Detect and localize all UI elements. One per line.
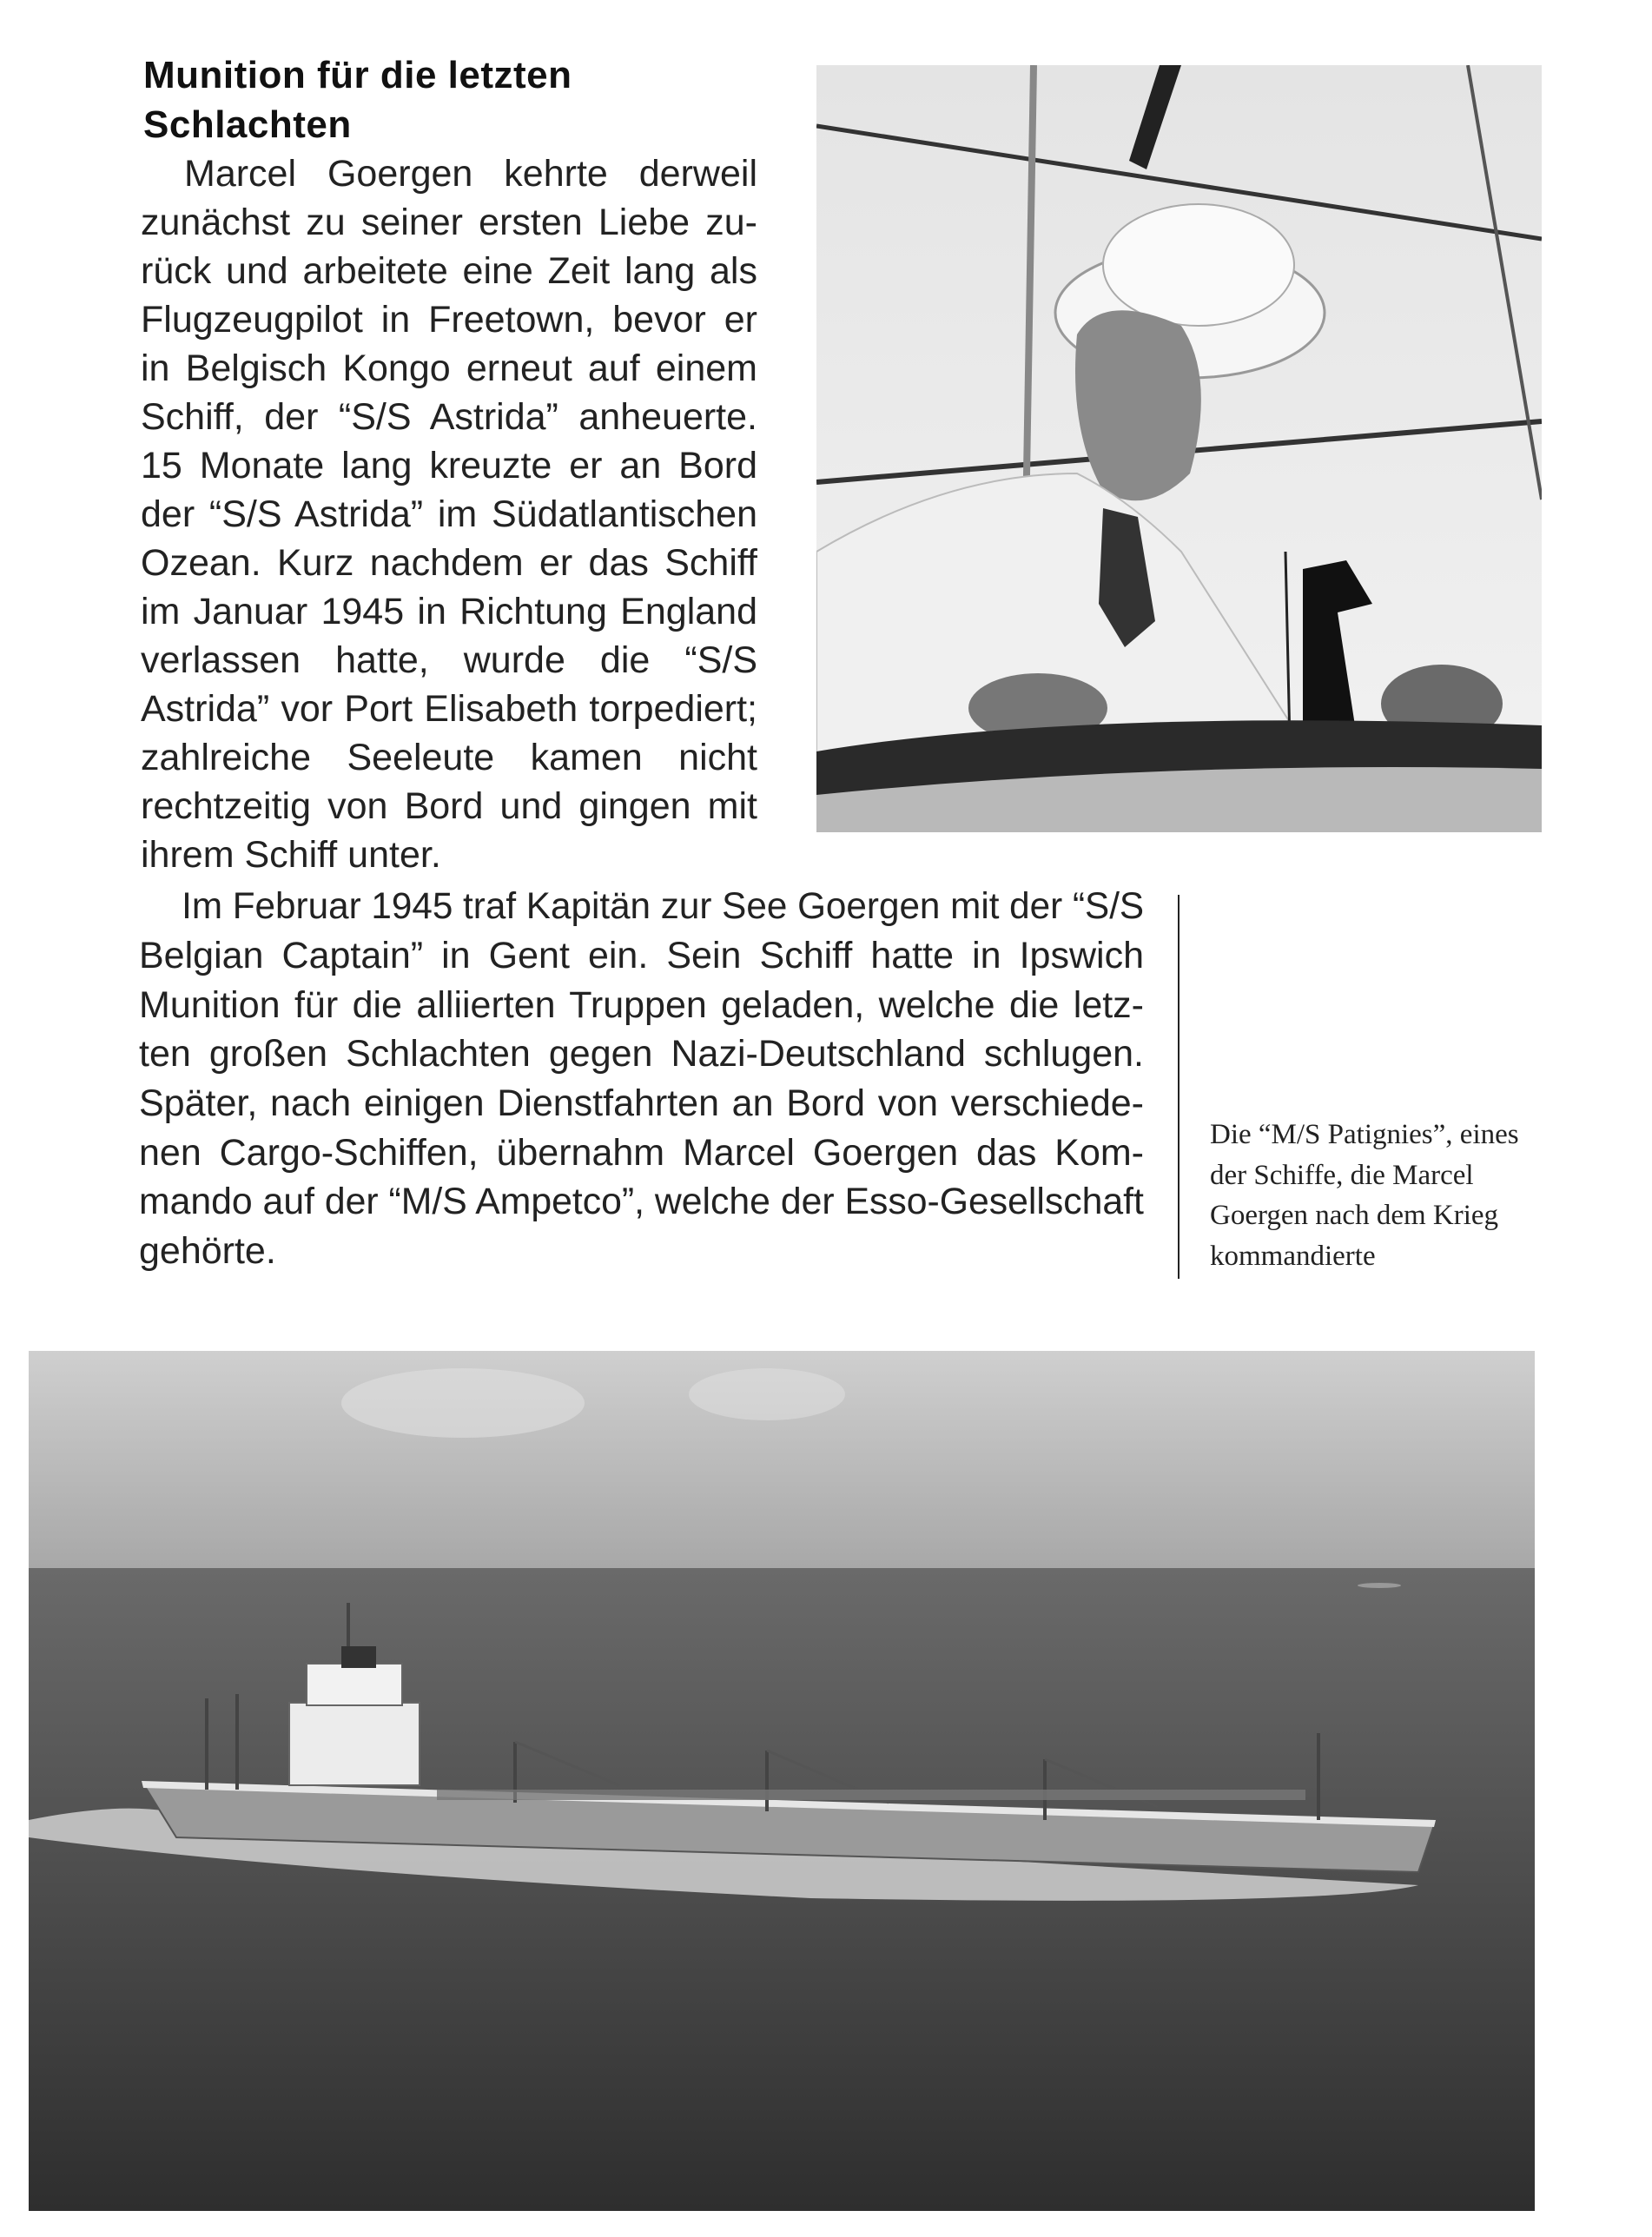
text-line: rechtzeitig von Bord und gingen mit <box>141 785 757 827</box>
text-line: Später, nach einigen Dienstfahrten an Bord von verschiede- <box>139 1082 1144 1124</box>
text-line: Schiff, der “S/S Astrida” anheuerte. <box>141 396 757 438</box>
text-line: Astrida” vor Port Elisabeth torpediert; <box>141 688 757 730</box>
caption-line: Goergen nach dem Krieg <box>1210 1200 1499 1231</box>
text-line: Belgian Captain” in Gent ein. Sein Schiff hatte in Ipswich <box>139 935 1144 976</box>
heading-line-2: Schlachten <box>143 103 352 146</box>
caption-divider <box>1178 895 1180 1279</box>
text-line: Ozean. Kurz nachdem er das Schiff <box>141 542 757 584</box>
text-line: 15 Monate lang kreuzte er an Bord <box>141 445 757 486</box>
text-line: ten großen Schlachten gegen Nazi-Deutschland schlugen. <box>139 1033 1144 1075</box>
text-line: rück und arbeitete eine Zeit lang als <box>141 250 757 292</box>
text-line: Munition für die alliierten Truppen geladen, welche die letz- <box>139 984 1144 1026</box>
caption-line: der Schiffe, die Marcel <box>1210 1159 1474 1191</box>
text-line: zahlreiche Seeleute kamen nicht <box>141 737 757 778</box>
text-line: Im Februar 1945 traf Kapitän zur See Goergen mit der “S/S <box>182 885 1145 927</box>
text-line: nen Cargo-Schiffen, übernahm Marcel Goergen das Kom- <box>139 1132 1144 1174</box>
photo-caption <box>1210 1115 1519 1276</box>
text-line: gehörte. <box>139 1230 276 1272</box>
text-line: ihrem Schiff unter. <box>141 834 441 876</box>
section-heading <box>143 50 572 149</box>
text-line: Marcel Goergen kehrte derweil <box>184 153 757 195</box>
heading-line-1: Munition für die letzten <box>143 54 572 96</box>
text-line: mando auf der “M/S Ampetco”, welche der Esso-Gesellschaft <box>139 1181 1144 1222</box>
photo-cargo-ship <box>29 1351 1535 2211</box>
text-line: verlassen hatte, wurde die “S/S <box>141 639 757 681</box>
text-line: in Belgisch Kongo erneut auf einem <box>141 347 757 389</box>
text-line: zunächst zu seiner ersten Liebe zu- <box>141 202 757 243</box>
text-line: Flugzeugpilot in Freetown, bevor er <box>141 299 757 341</box>
caption-line: Die “M/S Patignies”, eines <box>1210 1119 1519 1150</box>
text-line: im Januar 1945 in Richtung England <box>141 591 757 632</box>
text-line: der “S/S Astrida” im Südatlantischen <box>141 493 757 535</box>
caption-line: kommandierte <box>1210 1240 1376 1272</box>
photo-captain-portrait <box>816 65 1542 832</box>
